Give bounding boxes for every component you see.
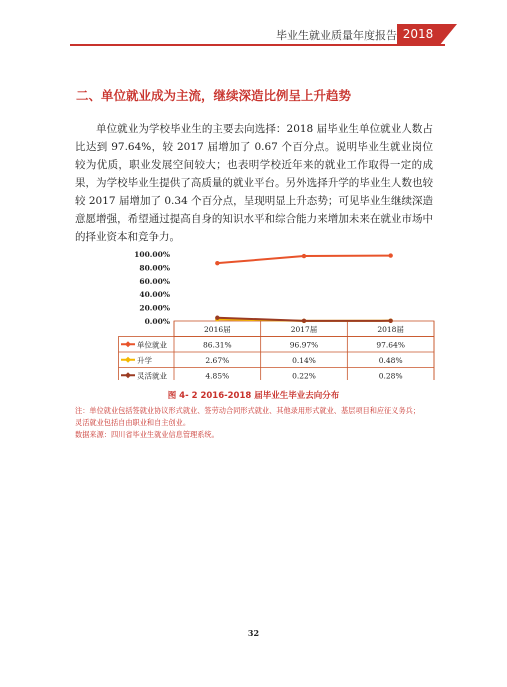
- year-badge-tab: [439, 24, 457, 46]
- note-line: 灵活就业包括自由职业和自主创业。: [75, 418, 191, 427]
- chart-svg: [118, 246, 436, 380]
- note-line: 注：单位就业包括签就业协议形式就业、签劳动合同形式就业、其他录用形式就业、基层项目和应征义务兵；: [75, 406, 421, 415]
- year-badge: 2018届: [397, 24, 439, 44]
- figure-notes: [75, 405, 437, 441]
- paragraph-text: 单位就业为学校毕业生的主要去向选择：2018 届毕业生单位就业人数占比达到 97.64%，较 2017 届增加了 0.67 个百分点。说明毕业生就业岗位较为优质，职业发展空间较大；也表明学校近年来的就业工作取得一定的成果，为学校毕业生提供了高质量的就业平台。另外选择升学的毕业生人数也较较 2017 届增加了 0.34 个百分点，呈现明显上升态势；可见毕业生继续深造意愿增强，希望通过提高自身的知识水平和综合能力来增加未来在就业市场中的择业资本和竞争力。: [75, 123, 433, 243]
- distribution-chart: [118, 246, 436, 380]
- x-tick-label: 2016届: [204, 324, 231, 334]
- data-label: 4.85%: [205, 371, 230, 380]
- x-tick-label: 2017届: [290, 324, 318, 334]
- x-tick-label: 2018届: [377, 324, 404, 334]
- y-tick-label: 100.00%: [134, 250, 170, 259]
- data-point: [388, 253, 392, 257]
- legend-label: 单位就业: [137, 340, 167, 350]
- data-point: [302, 254, 306, 258]
- data-label: 97.64%: [376, 340, 405, 350]
- data-label: 2.67%: [205, 355, 230, 365]
- data-label: 0.28%: [378, 371, 403, 380]
- page-number: 32: [247, 628, 260, 638]
- data-point: [302, 319, 306, 323]
- data-point: [215, 316, 219, 320]
- y-tick-label: 40.00%: [139, 290, 170, 300]
- legend-label: 升学: [137, 355, 152, 365]
- header-rule: [70, 44, 445, 46]
- data-label: 86.31%: [203, 340, 232, 350]
- body-paragraph: [75, 120, 433, 246]
- legend-swatch-marker: [125, 357, 131, 363]
- data-label: 96.97%: [289, 340, 319, 350]
- section-title: 二、单位就业成为主流，继续深造比例呈上升趋势: [76, 88, 352, 103]
- y-tick-label: 80.00%: [139, 263, 170, 273]
- report-title: 毕业生就业质量年度报告: [276, 29, 397, 42]
- page-header: [0, 0, 507, 61]
- data-label: 0.22%: [292, 371, 316, 380]
- legend-label: 灵活就业: [137, 371, 167, 380]
- y-tick-label: 60.00%: [139, 276, 170, 286]
- legend-swatch-marker: [125, 341, 131, 347]
- legend-swatch-marker: [125, 372, 131, 378]
- data-point: [215, 261, 219, 265]
- note-line: 数据来源：四川省毕业生就业信息管理系统。: [75, 430, 219, 439]
- data-point: [388, 319, 392, 323]
- y-tick-label: 0.00%: [144, 317, 170, 326]
- data-label: 0.48%: [378, 355, 403, 365]
- figure-caption: 图 4- 2 2016-2018 届毕业生毕业去向分布: [167, 391, 340, 401]
- data-label: 0.14%: [292, 355, 316, 365]
- y-tick-label: 20.00%: [139, 303, 170, 313]
